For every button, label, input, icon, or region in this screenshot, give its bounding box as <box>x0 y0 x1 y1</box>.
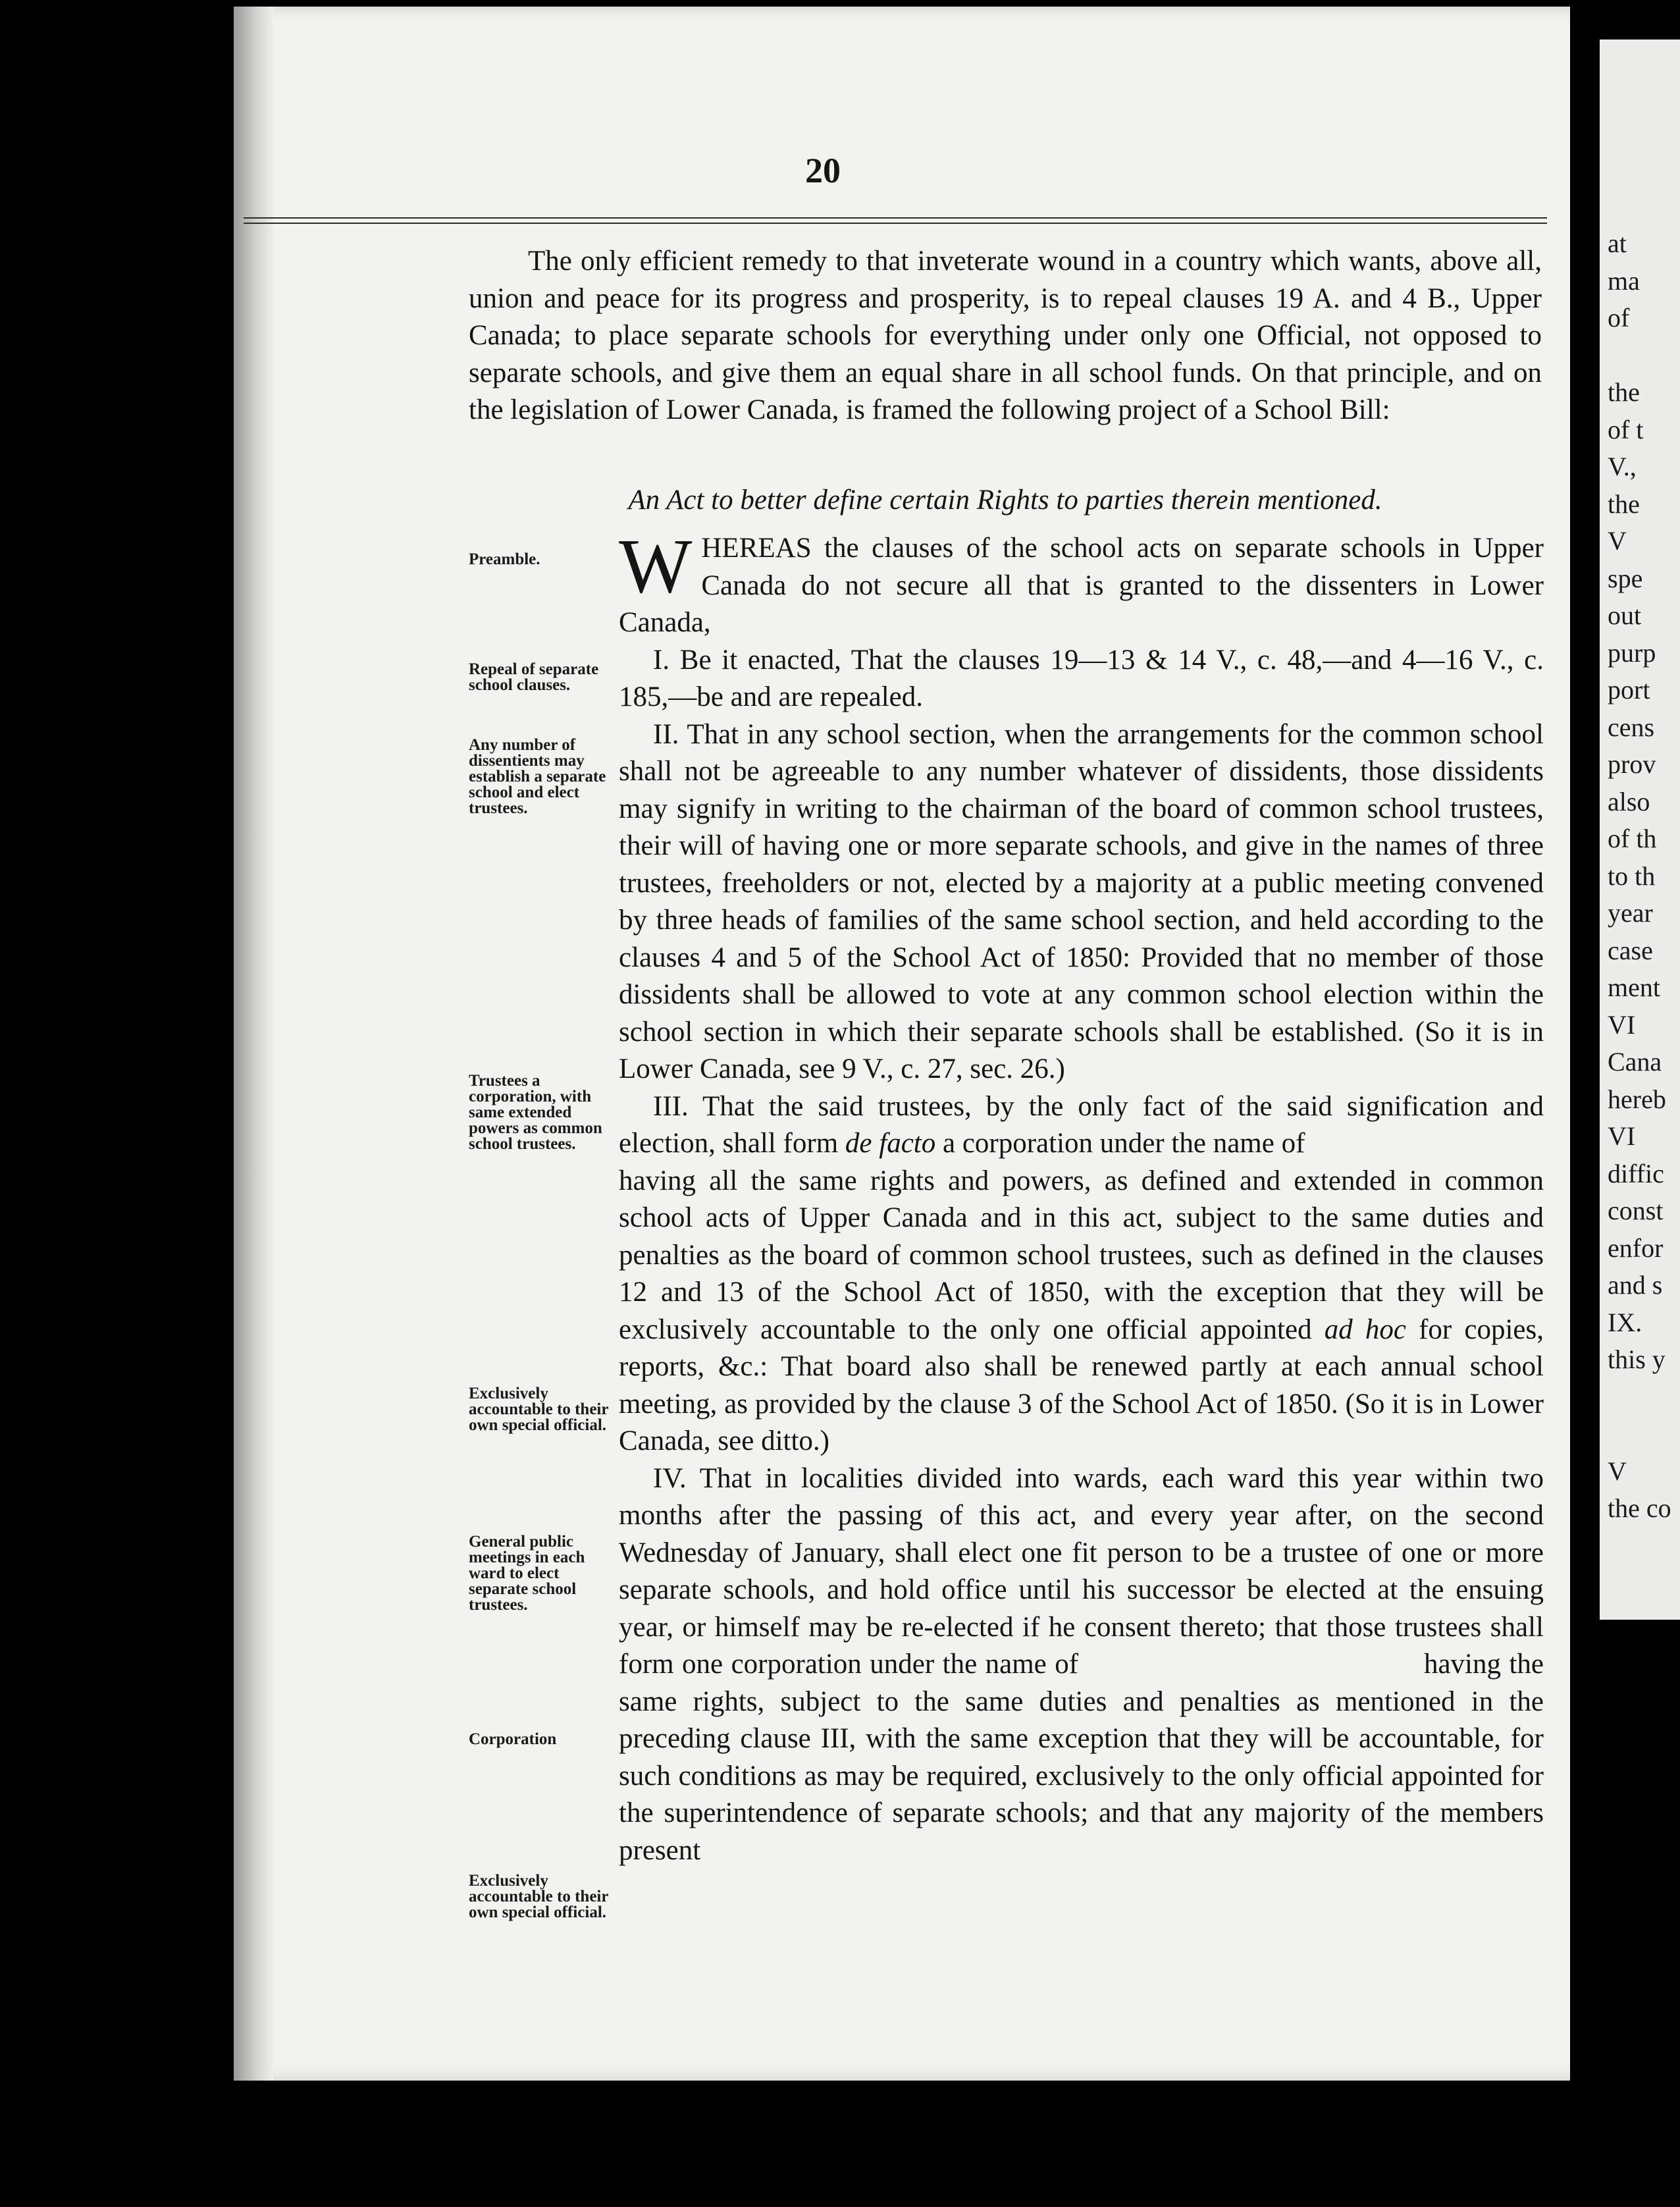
right-page-fragment: to th <box>1608 861 1656 891</box>
clause-4-part-b: having the same rights, subject to the same duties and penalties as mentioned in the preceding clause III, with the same exception that they will be accountable, for such conditions as may be required, exclusively to the only official appointed for the superintendence of separate schools; and that any majority of the members present <box>619 1649 1544 1866</box>
margin-note-trustees-corporation: Trustees a corporation, with same extended powers as common school trustees. <box>469 1072 602 1153</box>
right-page-fragment: VI <box>1608 1009 1636 1040</box>
preamble-dropcap: W <box>619 523 693 609</box>
right-page-fragment: V <box>1608 526 1627 556</box>
clause-4-part-a: IV. That in localities divided into wards, each ward this year within two months after the passing of this act, and every year after, on the second Wednesday of January, shall elect one fit person to be a trustee of one or more separate schools, and hold office until his successor be elected at the ensuing year, or himself may be re-elected if he consent thereto; that those trustees shall form one corporation under the name of <box>619 1462 1544 1680</box>
preamble-text: HEREAS the clauses of the school acts on separate schools in Upper Canada do not secure all that is granted to the dissenters in Lower Canada, <box>619 533 1544 638</box>
margin-note-corporation: Corporation <box>469 1730 557 1748</box>
right-page-fragment: case <box>1608 935 1653 965</box>
clause-1: I. Be it enacted, That the clauses 19—13 & 14 V., c. 48,—and 4—16 V., c. 185,—be and are repealed. <box>619 644 1544 712</box>
act-body <box>619 523 1544 1869</box>
margin-note-general-public: General public meetings in each ward to elect separate school trustees. <box>469 1533 585 1614</box>
right-page-fragment: port <box>1608 675 1650 705</box>
right-page-fragment: purp <box>1608 637 1656 668</box>
margin-note-exclusively-accountable: Exclusively accountable to their own special official. <box>469 1385 609 1434</box>
clause-3-part-b: a corporation under the name of <box>942 1128 1305 1159</box>
clause-2: II. That in any school section, when the arrangements for the common school shall not be agreeable to any number whatever of dissidents, those dissidents may signify in writing to the chairman of the board of common school trustees, their will of having one or more separate schools, and give in the names of three trustees, freeholders or not, elected by a majority at a public meeting convened by three heads of families of the same school section, and held according to the clauses 4 and 5 of the School Act of 1850: Provided that no member of those dissidents shall be allowed to vote at any common school election within the school section in which their separate schools shall be established. (So it is in Lower Canada, see 9 V., c. 27, sec. 26.) <box>619 718 1544 1084</box>
clause-3-part-d: for copies, reports, &c.: That board also shall be renewed partly at each annual school meeting, as provided by the clause 3 of the School Act of 1850. (So it is in Lower Canada, see ditto.) <box>619 1314 1544 1456</box>
right-page-fragment: V <box>1608 1456 1627 1486</box>
right-page-fragment: at <box>1608 228 1627 258</box>
right-page-fragment: of t <box>1608 414 1644 444</box>
clause-3-part-c: having all the same rights and powers, as defined and extended in common school acts of Upper Canada and in this act, subject to the same duties and penalties as the board of common school trustees, such as defined in the clauses 12 and 13 of the School Act of 1850, with the exception that they will be exclusively accountable to the only one official appointed <box>619 1165 1544 1345</box>
clause-3 <box>619 1088 1544 1460</box>
margin-note-preamble: Preamble. <box>469 550 540 568</box>
header-rule-bottom <box>244 223 1547 224</box>
right-page-fragment: of <box>1608 303 1630 332</box>
clause-4 <box>619 1460 1544 1870</box>
right-page-fragment: of th <box>1608 824 1657 853</box>
margin-note-exclusively-accountable-2: Exclusively accountable to their own special official. <box>469 1872 609 1921</box>
right-page-fragment: spe <box>1608 563 1643 593</box>
act-title: An Act to better define certain Rights to parties therein mentioned. <box>628 485 1382 516</box>
right-page-fragment: const <box>1608 1196 1664 1225</box>
right-page-fragment: V., <box>1608 452 1637 481</box>
right-page-fragment: ment <box>1608 972 1660 1002</box>
right-page-fragment: IX. <box>1608 1307 1642 1337</box>
header-rule-top <box>244 217 1547 219</box>
right-page-fragment: this y <box>1608 1344 1666 1374</box>
right-page-fragment: prov <box>1608 749 1656 779</box>
right-page-fragment: the <box>1608 377 1640 407</box>
right-page-fragment: year <box>1608 898 1653 928</box>
right-page-fragment: ma <box>1608 265 1640 296</box>
preamble-paragraph <box>619 523 1544 642</box>
right-page-fragment: cens <box>1608 712 1655 742</box>
clause-3-italic-ad-hoc: ad hoc <box>1324 1314 1406 1345</box>
right-page-fragment: the <box>1608 489 1640 519</box>
right-page-fragment: also <box>1608 786 1650 816</box>
right-page-fragment: VI <box>1608 1121 1636 1151</box>
margin-note-any-number: Any number of dissentients may establish a separate school and elect trustees. <box>469 736 606 817</box>
right-page-fragment: hereb <box>1608 1084 1666 1114</box>
page-binding-shadow <box>234 7 273 2081</box>
right-page-fragment: the co <box>1608 1493 1671 1523</box>
clause-3-italic-de-facto: de facto <box>845 1128 936 1159</box>
right-page-fragment: and s <box>1608 1270 1663 1300</box>
right-page-fragment: out <box>1608 600 1642 630</box>
right-page-fragment: enfor <box>1608 1233 1664 1263</box>
right-page-edge <box>1600 40 1680 1620</box>
right-page-fragment: Cana <box>1608 1047 1662 1077</box>
margin-note-repeal: Repeal of separate school clauses. <box>469 660 599 694</box>
right-page-fragment: diffic <box>1608 1158 1664 1188</box>
clause-3-part-a: III. That the said trustees, by the only fact of the said signification and election, shall form <box>619 1090 1544 1159</box>
intro-paragraph: The only efficient remedy to that inveterate wound in a country which wants, above all, union and peace for its progress and prosperity, is to repeal clauses 19 A. and 4 B., Upper Canada; to place separate schools for everything under only one Official, not opposed to separate schools, and give them an equal share in all school funds. On that principle, and on the legislation of Lower Canada, is framed the following project of a School Bill: <box>469 246 1542 425</box>
page-number: 20 <box>805 151 841 190</box>
